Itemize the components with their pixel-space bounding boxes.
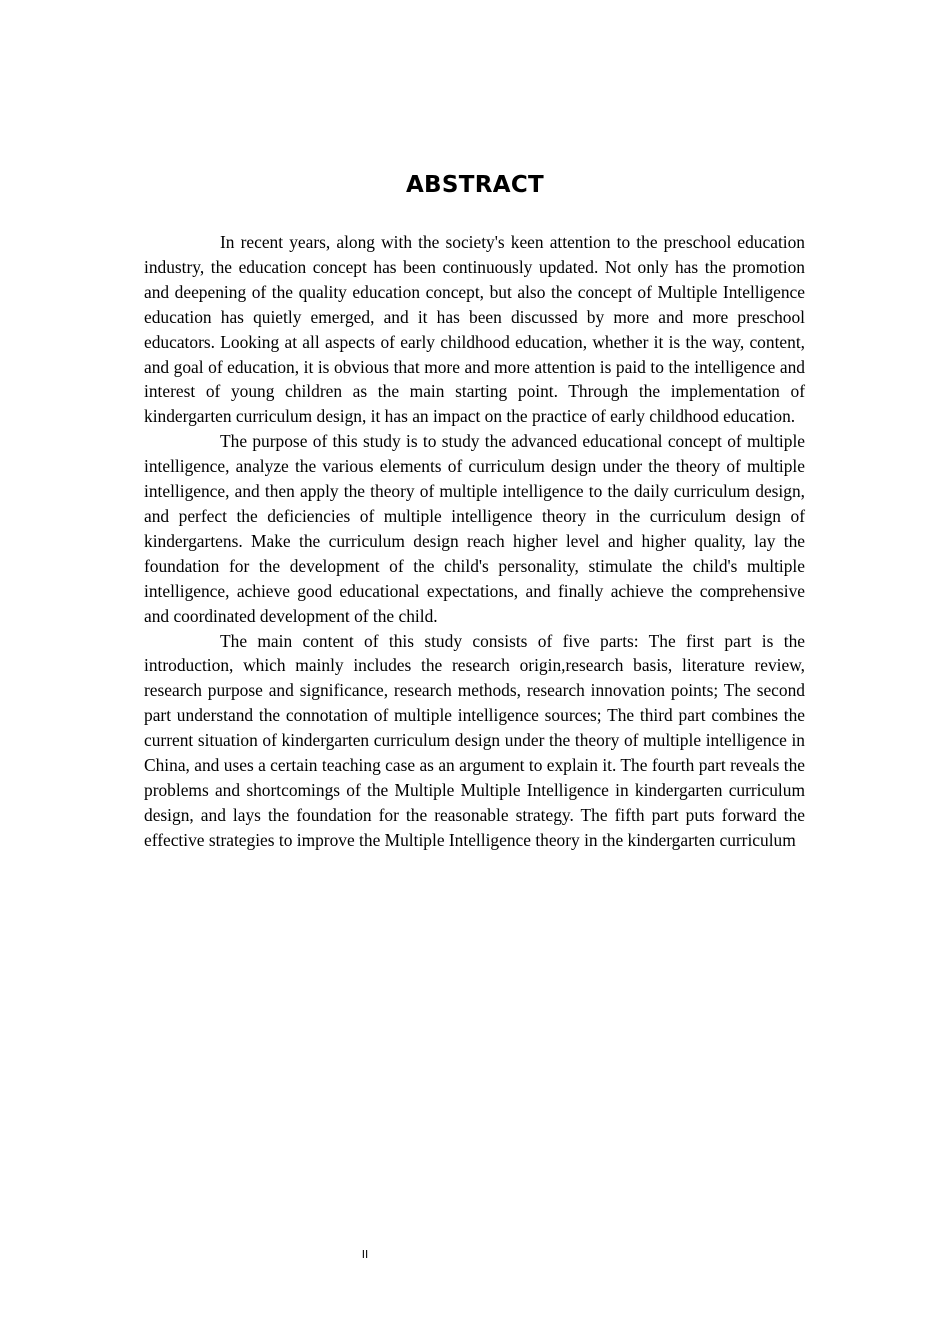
abstract-title: ABSTRACT [405, 172, 545, 198]
abstract-paragraph-1: In recent years, along with the society's keen attention to the preschool education industry, the education concept has been continuously updated. Not only has the promotion and deepening of the quality education concept, but also the concept of Multiple Intelligence education has quietly emerged, and it has been discussed by more and more preschool educators. Looking at all aspects of early childhood education, whether it is the way, content, and goal of education, it is obvious that more and more attention is paid to the intelligence and interest of young children as the main starting point. Through the implementation of kindergarten curriculum design, it has an impact on the practice of early childhood education. [144, 232, 805, 427]
abstract-body [144, 230, 805, 853]
page-number: II [361, 1248, 369, 1261]
abstract-paragraph-3: The main content of this study consists of five parts: The first part is the introduction, which mainly includes the research origin,research basis, literature review, research purpose and significance, research methods, research innovation points; The second part understand the connotation of multiple intelligence sources; The third part combines the current situation of kindergarten curriculum design under the theory of multiple intelligence in China, and uses a certain teaching case as an argument to explain it. The fourth part reveals the problems and shortcomings of the Multiple Multiple Intelligence in kindergarten curriculum design, and lays the foundation for the reasonable strategy. The fifth part puts forward the effective strategies to improve the Multiple Intelligence theory in the kindergarten curriculum [144, 630, 805, 850]
abstract-paragraph-2: The purpose of this study is to study the advanced educational concept of multiple intelligence, analyze the various elements of curriculum design under the theory of multiple intelligence, and then apply the theory of multiple intelligence to the daily curriculum design, and perfect the deficiencies of multiple intelligence theory in the curriculum design of kindergartens. Make the curriculum design reach higher level and higher quality, lay the foundation for the development of the child's personality, stimulate the child's multiple intelligence, achieve good educational expectations, and finally achieve the comprehensive and coordinated development of the child. [144, 431, 805, 626]
